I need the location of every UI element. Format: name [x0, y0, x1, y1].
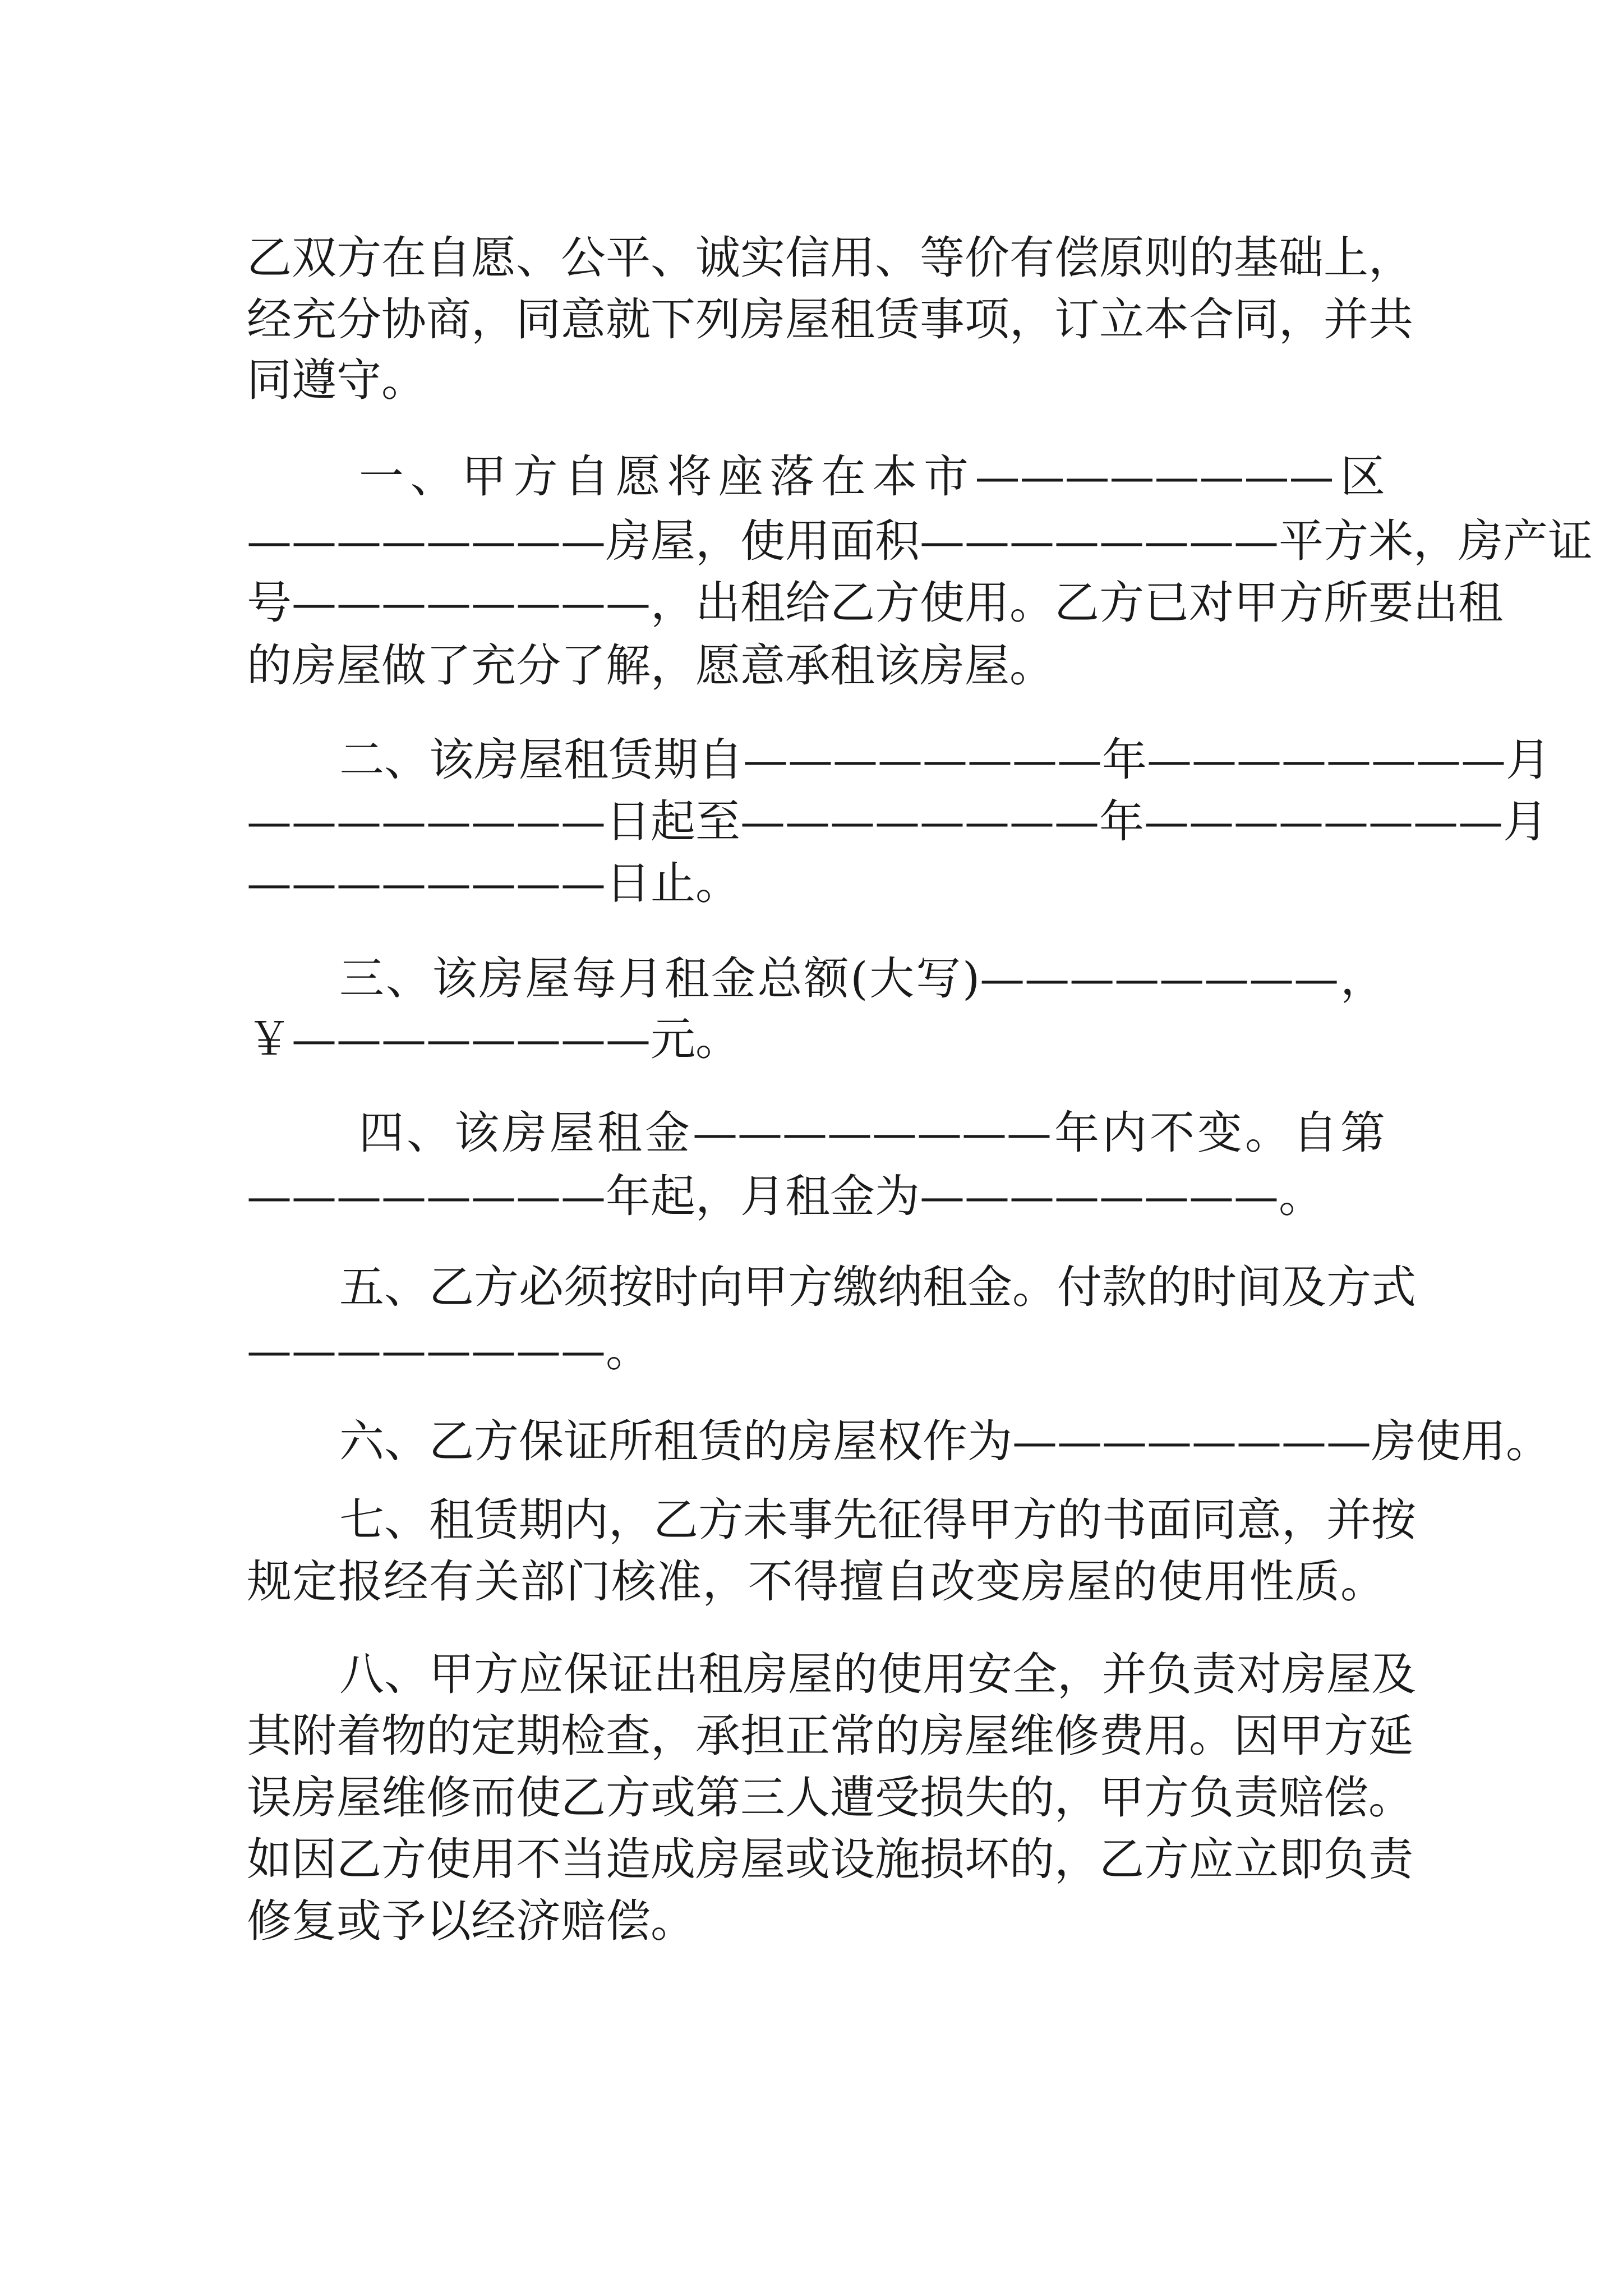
clause-8-line: 八、甲方应保证出租房屋的使用安全，并负责对房屋及 — [339, 1648, 1416, 1700]
text-line: ————————年起，月租金为————————。 — [247, 1170, 1324, 1222]
text-line: 修复或予以经济赔偿。 — [247, 1895, 695, 1947]
clause-6-line: 六、乙方保证所租赁的房屋权作为————————房使用。 — [339, 1415, 1551, 1467]
text-line: ————————日止。 — [247, 857, 740, 909]
clause-4-line: 四、该房屋租金————————年内不变。自第 — [359, 1107, 1385, 1159]
clause-3-line: 三、该房屋每月租金总额(大写)————————， — [339, 953, 1385, 1005]
clause-1-line: 一、甲方自愿将座落在本市————————区 — [359, 450, 1385, 503]
text-line: ————————房屋，使用面积————————平方米，房产证 — [247, 515, 1593, 567]
clause-5-line: 五、乙方必须按时向甲方缴纳租金。付款的时间及方式 — [339, 1261, 1416, 1313]
text-line: 如因乙方使用不当造成房屋或设施损坏的，乙方应立即负责 — [247, 1833, 1413, 1885]
text-line: 规定报经有关部门核准，不得擅自改变房屋的使用性质。 — [247, 1556, 1385, 1608]
text-line: 号————————，出租给乙方使用。乙方已对甲方所要出租 — [247, 577, 1503, 629]
text-line: 经充分协商，同意就下列房屋租赁事项，订立本合同，并共 — [247, 293, 1413, 346]
text-line: 的房屋做了充分了解，愿意承租该房屋。 — [247, 639, 1054, 692]
clause-2-line: 二、该房屋租赁期自————————年————————月 — [339, 734, 1551, 786]
text-line: ￥————————元。 — [247, 1013, 740, 1065]
text-line: 误房屋维修而使乙方或第三人遭受损失的，甲方负责赔偿。 — [247, 1772, 1413, 1824]
text-line: 其附着物的定期检查，承担正常的房屋维修费用。因甲方延 — [247, 1710, 1413, 1762]
clause-7-line: 七、租赁期内，乙方未事先征得甲方的书面同意，并按 — [339, 1494, 1416, 1546]
text-line: 同遵守。 — [247, 354, 426, 406]
text-line: 乙双方在自愿、公平、诚实信用、等价有偿原则的基础上， — [247, 232, 1413, 284]
text-line: ————————。 — [247, 1324, 651, 1377]
text-line: ————————日起至————————年————————月 — [247, 795, 1548, 848]
